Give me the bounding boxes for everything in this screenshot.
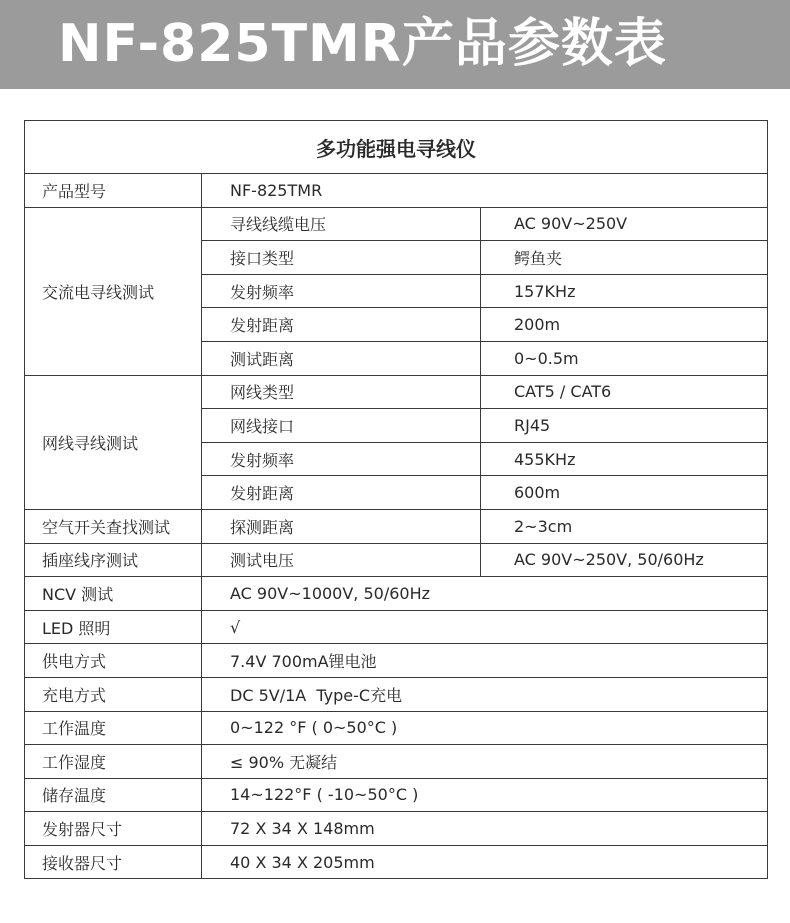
param-key: 网线类型	[202, 375, 481, 409]
param-value: 157KHz	[481, 274, 768, 308]
group-label-network: 网线寻线测试	[25, 375, 202, 509]
param-value: 455KHz	[481, 442, 768, 476]
row-label: 供电方式	[25, 644, 202, 678]
table-row	[25, 174, 768, 208]
check-mark: √	[202, 610, 768, 644]
row-value: 72 X 34 X 148mm	[202, 812, 768, 846]
row-value: AC 90V~1000V, 50/60Hz	[202, 577, 768, 611]
row-value: 14~122°F ( -10~50°C )	[202, 778, 768, 812]
page-title: NF-825TMR产品参数表	[58, 14, 667, 74]
param-value: AC 90V~250V	[481, 207, 768, 241]
param-value: 鳄鱼夹	[481, 241, 768, 275]
table-row	[25, 677, 768, 711]
table-row	[25, 778, 768, 812]
param-value: 200m	[481, 308, 768, 342]
param-key: 发射频率	[202, 274, 481, 308]
row-value: 0~122 °F ( 0~50°C )	[202, 711, 768, 745]
table-row	[25, 745, 768, 779]
row-value: 40 X 34 X 205mm	[202, 845, 768, 879]
row-label-model: 产品型号	[25, 174, 202, 208]
table-row	[25, 509, 768, 543]
param-key: 发射距离	[202, 476, 481, 510]
param-key: 发射距离	[202, 308, 481, 342]
row-label: 工作湿度	[25, 745, 202, 779]
table-row	[25, 711, 768, 745]
table-row	[25, 375, 768, 409]
row-value: ≤ 90% 无凝结	[202, 745, 768, 779]
table-title-row	[25, 121, 768, 174]
row-label: 工作温度	[25, 711, 202, 745]
table-title: 多功能强电寻线仪	[25, 121, 768, 174]
param-value: CAT5 / CAT6	[481, 375, 768, 409]
param-key: 寻线线缆电压	[202, 207, 481, 241]
param-value: RJ45	[481, 409, 768, 443]
group-label-socket: 插座线序测试	[25, 543, 202, 577]
param-key: 发射频率	[202, 442, 481, 476]
param-value: 600m	[481, 476, 768, 510]
spec-table	[24, 120, 768, 879]
row-value: 7.4V 700mA锂电池	[202, 644, 768, 678]
row-value-model: NF-825TMR	[202, 174, 768, 208]
table-row	[25, 644, 768, 678]
param-value: 2~3cm	[481, 509, 768, 543]
row-label: 充电方式	[25, 677, 202, 711]
param-value: 0~0.5m	[481, 341, 768, 375]
param-key: 探测距离	[202, 509, 481, 543]
table-row	[25, 207, 768, 241]
param-key: 测试距离	[202, 341, 481, 375]
row-label: NCV 测试	[25, 577, 202, 611]
group-label-breaker: 空气开关查找测试	[25, 509, 202, 543]
table-row	[25, 845, 768, 879]
param-key: 接口类型	[202, 241, 481, 275]
header-banner	[0, 0, 790, 89]
table-row	[25, 577, 768, 611]
row-label: 发射器尺寸	[25, 812, 202, 846]
row-label: 接收器尺寸	[25, 845, 202, 879]
table-row	[25, 610, 768, 644]
row-label: LED 照明	[25, 610, 202, 644]
row-label: 储存温度	[25, 778, 202, 812]
param-value: AC 90V~250V, 50/60Hz	[481, 543, 768, 577]
group-label-ac: 交流电寻线测试	[25, 207, 202, 375]
row-value: DC 5V/1A Type-C充电	[202, 677, 768, 711]
table-row	[25, 543, 768, 577]
table-row	[25, 812, 768, 846]
param-key: 测试电压	[202, 543, 481, 577]
param-key: 网线接口	[202, 409, 481, 443]
